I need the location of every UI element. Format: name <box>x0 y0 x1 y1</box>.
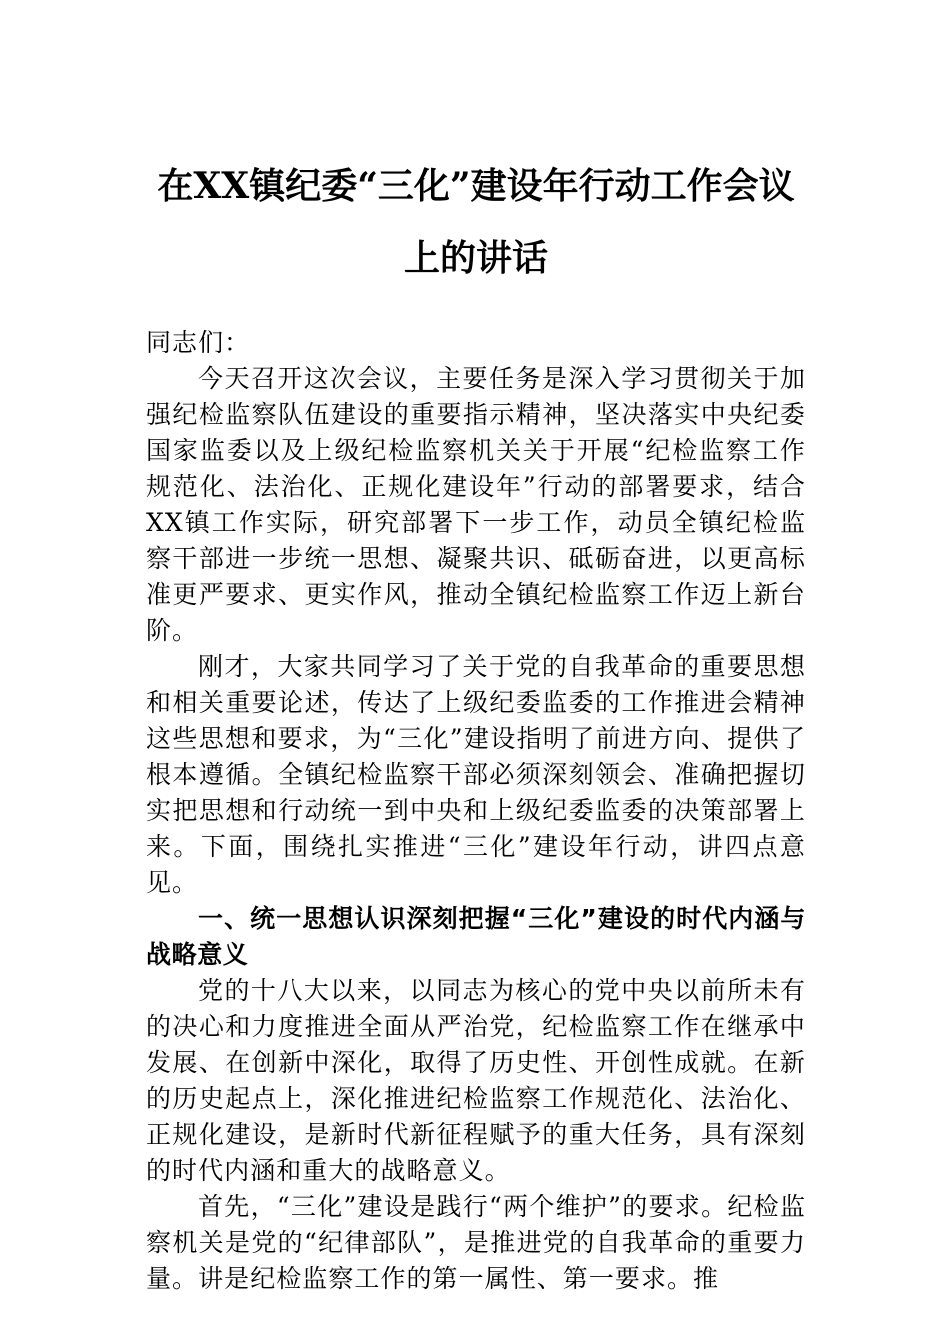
paragraph-intro-2: 刚才，大家共同学习了关于党的自我革命的重要思想和相关重要论述，传达了上级纪委监委的工作推进会精神这些思想和要求，为“三化”建设指明了前进方向、提供了根本遵循。全镇纪检监察干部必须深刻领会、准确把握切实把思想和行动统一到中央和上级纪委监委的决策部署上来。下面，围绕扎实推进“三化”建设年行动，讲四点意见。 <box>146 652 806 897</box>
document-title <box>146 150 806 294</box>
salutation: 同志们： <box>146 328 251 357</box>
section1-paragraph-2: 首先，“三化”建设是践行“两个维护”的要求。纪检监察机关是党的“纪律部队”，是推进党的自我革命的重要力量。讲是纪检监察工作的第一属性、第一要求。推 <box>146 1192 806 1293</box>
section1-paragraph-1: 党的十八大以来，以同志为核心的党中央以前所未有的决心和力度推进全面从严治党，纪检监察工作在继承中发展、在创新中深化，取得了历史性、开创性成就。在新的历史起点上，深化推进纪检监察工作规范化、法治化、正规化建设，是新时代新征程赋予的重大任务，具有深刻的时代内涵和重大的战略意义。 <box>146 976 806 1185</box>
title-line-2: 上的讲话 <box>403 237 548 279</box>
paragraph-intro-1: 今天召开这次会议，主要任务是深入学习贯彻关于加强纪检监察队伍建设的重要指示精神，坚决落实中央纪委国家监委以及上级纪检监察机关关于开展“纪检监察工作规范化、法治化、正规化建设年”行动的部署要求，结合XX镇工作实际，研究部署下一步工作，动员全镇纪检监察干部进一步统一思想、凝聚共识、砥砺奋进，以更高标准更严要求、更实作风，推动全镇纪检监察工作迈上新台阶。 <box>146 364 806 645</box>
document-body <box>146 325 806 1297</box>
document-page <box>146 150 806 1297</box>
title-line-1: 在XX镇纪委“三化”建设年行动工作会议 <box>157 165 795 207</box>
section-heading-1: 一、统一思想认识深刻把握“三化”建设的时代内涵与战略意义 <box>146 904 806 969</box>
